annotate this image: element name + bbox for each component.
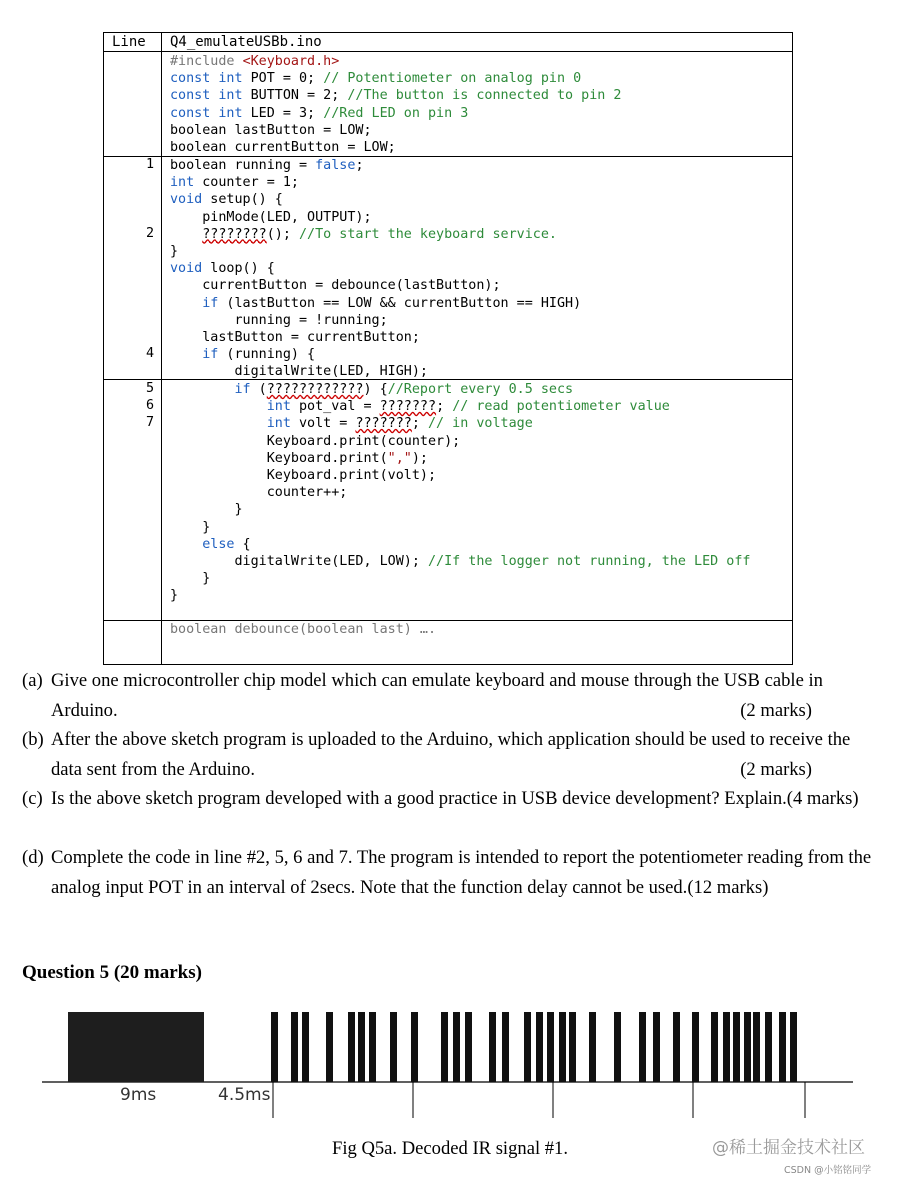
line-number: 7 xyxy=(145,415,154,430)
code-line: lastButton = currentButton; xyxy=(170,330,420,345)
pulse-train xyxy=(271,1012,797,1082)
ir-pulse xyxy=(765,1012,772,1082)
ir-pulse xyxy=(733,1012,740,1082)
question-text: Give one microcontroller chip model which can emulate keyboard and mouse through the USB cable in Arduino. xyxy=(51,670,823,721)
code-line: } xyxy=(170,588,179,604)
code-line: const int BUTTON = 2; //The button is connected to pin 2 xyxy=(170,88,622,104)
question-b xyxy=(22,725,882,784)
code-line: #include <Keyboard.h> xyxy=(170,54,340,69)
question-letter: (a) xyxy=(22,670,43,691)
ir-pulse xyxy=(465,1012,472,1082)
ir-pulse xyxy=(790,1012,797,1082)
ir-pulse xyxy=(744,1012,751,1082)
ir-pulse xyxy=(271,1012,278,1082)
code-line: } xyxy=(170,519,211,535)
ir-pulse xyxy=(502,1012,509,1082)
code-line: const int POT = 0; // Potentiometer on analog pin 0 xyxy=(170,71,582,87)
ir-pulse xyxy=(653,1012,660,1082)
row-divider xyxy=(104,51,792,52)
ir-pulse xyxy=(489,1012,496,1082)
question-d xyxy=(22,843,882,902)
code-line: running = !running; xyxy=(170,312,388,328)
csdn-watermark: CSDN @小铭铭同学 xyxy=(784,1165,872,1176)
line-number: 6 xyxy=(145,398,154,413)
leading-pulse xyxy=(68,1012,204,1082)
ir-pulse xyxy=(711,1012,718,1082)
question-letter: (c) xyxy=(22,788,43,809)
code-line: boolean debounce(boolean last) …. xyxy=(170,622,437,637)
question-text: After the above sketch program is uploaded to the Arduino, which application should be used to receive the data sent from the Arduino. xyxy=(51,729,851,780)
ir-pulse xyxy=(348,1012,355,1082)
code-line: ????????(); //To start the keyboard service. xyxy=(202,226,557,242)
ir-pulse xyxy=(723,1012,730,1082)
ir-pulse xyxy=(559,1012,566,1082)
ir-pulse xyxy=(291,1012,298,1082)
ir-pulse xyxy=(589,1012,596,1082)
ir-pulse xyxy=(614,1012,621,1082)
ir-pulse xyxy=(524,1012,531,1082)
question-letter: (d) xyxy=(22,847,44,868)
label-9ms: 9ms xyxy=(120,1085,157,1105)
figure-caption: Fig Q5a. Decoded IR signal #1. xyxy=(332,1138,568,1159)
ir-pulse xyxy=(569,1012,576,1082)
ir-pulse xyxy=(326,1012,333,1082)
ir-pulse xyxy=(441,1012,448,1082)
label-4-5ms: 4.5ms xyxy=(218,1085,271,1105)
line-number: 1 xyxy=(145,157,154,172)
question-a xyxy=(22,666,882,725)
code-line: if (????????????) {//Report every 0.5 secs xyxy=(234,382,574,397)
line-number: 5 xyxy=(145,381,154,396)
column-divider xyxy=(161,33,162,664)
ir-pulse xyxy=(692,1012,699,1082)
question5-title: Question 5 (20 marks) xyxy=(22,962,202,983)
code-line: void loop() { xyxy=(170,261,275,277)
code-line: if (running) { xyxy=(202,347,316,363)
code-line: } xyxy=(170,244,179,259)
ir-pulse xyxy=(639,1012,646,1082)
ir-pulse xyxy=(369,1012,376,1082)
code-table xyxy=(103,32,793,665)
question-letter: (b) xyxy=(22,729,44,750)
ir-pulse xyxy=(411,1012,418,1082)
code-line: Keyboard.print(volt); xyxy=(170,468,437,483)
code-line: counter++; xyxy=(170,485,348,501)
question-text: Is the above sketch program developed with a good practice in USB device development? Explain.(4 marks) xyxy=(51,788,859,809)
header-filename: Q4_emulateUSBb.ino xyxy=(170,34,322,50)
ir-pulse xyxy=(302,1012,309,1082)
ir-pulse xyxy=(673,1012,680,1082)
line-number: 2 xyxy=(145,226,154,241)
code-line: boolean running = false; xyxy=(170,158,364,173)
watermark: @稀土掘金技术社区 xyxy=(712,1138,865,1158)
line-number: 4 xyxy=(145,346,154,361)
code-line: boolean lastButton = LOW; xyxy=(170,122,372,138)
code-line: Keyboard.print(counter); xyxy=(170,433,461,449)
code-line: boolean currentButton = LOW; xyxy=(170,140,396,155)
ir-pulse xyxy=(536,1012,543,1082)
code-line: Keyboard.print(","); xyxy=(170,450,428,466)
question-c xyxy=(22,784,882,814)
ir-signal-figure xyxy=(0,1000,900,1130)
code-line: } xyxy=(170,502,243,518)
ir-pulse xyxy=(779,1012,786,1082)
ir-pulse xyxy=(547,1012,554,1082)
code-line: currentButton = debounce(lastButton); xyxy=(170,278,501,294)
code-line: int counter = 1; xyxy=(170,175,299,191)
question-marks: (2 marks) xyxy=(740,758,812,780)
code-line: pinMode(LED, OUTPUT); xyxy=(170,209,372,225)
ir-pulse xyxy=(753,1012,760,1082)
code-line: digitalWrite(LED, HIGH); xyxy=(170,364,428,380)
code-line: digitalWrite(LED, LOW); //If the logger not running, the LED off xyxy=(170,554,751,569)
code-line: } xyxy=(170,571,211,587)
code-line: else { xyxy=(202,536,251,552)
code-line: int volt = ???????; // in voltage xyxy=(266,416,533,432)
ir-pulse xyxy=(358,1012,365,1082)
code-line: void setup() { xyxy=(170,192,283,208)
code-line: if (lastButton == LOW && currentButton == HIGH) xyxy=(202,295,582,311)
code-line: const int LED = 3; //Red LED on pin 3 xyxy=(170,105,469,121)
ir-pulse xyxy=(453,1012,460,1082)
question-marks: (2 marks) xyxy=(740,699,812,721)
code-line: int pot_val = ???????; // read potentiometer value xyxy=(266,399,670,415)
ir-pulse xyxy=(390,1012,397,1082)
header-line-label: Line xyxy=(112,34,146,50)
question-text: Complete the code in line #2, 5, 6 and 7. The program is intended to report the potentiometer reading from the analog input POT in an interval of 2secs. Note that the function delay cannot be used.(12 marks) xyxy=(51,847,872,898)
